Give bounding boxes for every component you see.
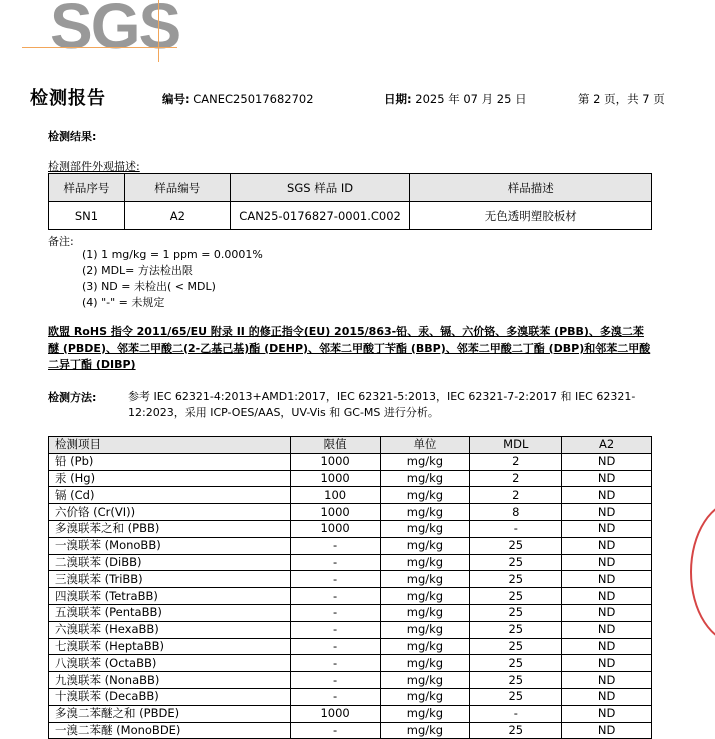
results-label: 检测结果: (48, 130, 97, 143)
test-item: 九溴联苯 (NonaBB) (49, 672, 291, 689)
unit: mg/kg (380, 520, 470, 537)
unit: mg/kg (380, 487, 470, 504)
results-table-header (49, 437, 652, 454)
limit: 1000 (290, 705, 380, 722)
sample-code: A2 (124, 202, 230, 230)
test-item: 铅 (Pb) (49, 453, 291, 470)
mdl: 25 (470, 621, 562, 638)
unit: mg/kg (380, 688, 470, 705)
result: ND (562, 688, 652, 705)
limit: - (290, 604, 380, 621)
method-text: 参考 IEC 62321-4:2013+AMD1:2017，IEC 62321-5:2013，IEC 62321-7-2:2017 和 IEC 62321-12:2023，采用 ICP-OES/AAS，UV-Vis 和 GC-MS 进行分析。 (128, 390, 636, 419)
note-item: (3) ND = 未检出( < MDL) (82, 280, 216, 293)
limit: - (290, 554, 380, 571)
table-row (49, 520, 652, 537)
table-row (49, 588, 652, 605)
result: ND (562, 520, 652, 537)
table-row (49, 621, 652, 638)
results-table-body (49, 453, 652, 739)
table-row (49, 537, 652, 554)
test-item: 一溴二苯醚 (MonoBDE) (49, 722, 291, 739)
sample-description: 无色透明塑胶板材 (410, 202, 652, 230)
unit: mg/kg (380, 470, 470, 487)
sample-no: SN1 (49, 202, 125, 230)
limit: - (290, 688, 380, 705)
note-item: (2) MDL= 方法检出限 (82, 264, 193, 277)
unit: mg/kg (380, 537, 470, 554)
result: ND (562, 588, 652, 605)
limit: - (290, 638, 380, 655)
unit: mg/kg (380, 638, 470, 655)
limit: 1000 (290, 470, 380, 487)
unit: mg/kg (380, 504, 470, 521)
mdl: - (470, 705, 562, 722)
limit: - (290, 672, 380, 689)
test-item: 四溴联苯 (TetraBB) (49, 588, 291, 605)
sample-table (48, 173, 652, 230)
mdl: 2 (470, 470, 562, 487)
mdl: 25 (470, 655, 562, 672)
result: ND (562, 453, 652, 470)
note-item: (1) 1 mg/kg = 1 ppm = 0.0001% (82, 248, 263, 261)
mdl: 25 (470, 722, 562, 739)
result: ND (562, 722, 652, 739)
red-seal-stamp (690, 500, 715, 644)
logo-accent-line-vertical (158, 0, 159, 62)
mdl: - (470, 520, 562, 537)
test-item: 多溴二苯醚之和 (PBDE) (49, 705, 291, 722)
mdl: 25 (470, 638, 562, 655)
mdl: 25 (470, 688, 562, 705)
result: ND (562, 705, 652, 722)
note-item: (4) "-" = 未规定 (82, 296, 165, 309)
mdl: 8 (470, 504, 562, 521)
result: ND (562, 604, 652, 621)
column-header: 限值 (290, 437, 380, 454)
unit: mg/kg (380, 655, 470, 672)
limit: 1000 (290, 504, 380, 521)
report-date-value: 2025 年 07 月 25 日 (415, 92, 527, 106)
table-row (49, 470, 652, 487)
test-item: 镉 (Cd) (49, 487, 291, 504)
test-item: 一溴联苯 (MonoBB) (49, 537, 291, 554)
column-header: SGS 样品 ID (230, 174, 410, 202)
result: ND (562, 571, 652, 588)
test-item: 八溴联苯 (OctaBB) (49, 655, 291, 672)
unit: mg/kg (380, 705, 470, 722)
test-item: 六溴联苯 (HexaBB) (49, 621, 291, 638)
test-item: 七溴联苯 (HeptaBB) (49, 638, 291, 655)
table-row (49, 638, 652, 655)
report-number-label: 编号: (162, 92, 190, 106)
result: ND (562, 470, 652, 487)
limit: 100 (290, 487, 380, 504)
table-row (49, 705, 652, 722)
regulation-title: 欧盟 RoHS 指令 2011/65/EU 附录 II 的修正指令(EU) 2015/863-铅、汞、镉、六价铬、多溴联苯 (PBB)、多溴二苯醚 (PBDE)、邻苯二甲酸二(2-乙基己基)酯 (DEHP)、邻苯二甲酸丁苄酯 (BBP)、邻苯二甲酸二丁酯 (DBP)和邻苯二甲酸二异丁酯 (DIBP) (48, 325, 651, 371)
result: ND (562, 638, 652, 655)
limit: - (290, 621, 380, 638)
table-row (49, 554, 652, 571)
column-header: A2 (562, 437, 652, 454)
report-date (384, 91, 527, 107)
table-row (49, 722, 652, 739)
logo-accent-line (22, 47, 177, 48)
test-item: 三溴联苯 (TriBB) (49, 571, 291, 588)
result: ND (562, 554, 652, 571)
report-number-value: CANEC25017682702 (193, 92, 314, 106)
mdl: 25 (470, 571, 562, 588)
result: ND (562, 655, 652, 672)
limit: - (290, 588, 380, 605)
column-header: 单位 (380, 437, 470, 454)
unit: mg/kg (380, 453, 470, 470)
mdl: 25 (470, 588, 562, 605)
table-row (49, 655, 652, 672)
column-header: 样品描述 (410, 174, 652, 202)
table-row (49, 504, 652, 521)
results-table (48, 436, 652, 739)
mdl: 2 (470, 487, 562, 504)
sgs-logo: SGS (50, 0, 180, 62)
test-item: 五溴联苯 (PentaBB) (49, 604, 291, 621)
test-item: 六价铬 (Cr(VI)) (49, 504, 291, 521)
limit: - (290, 722, 380, 739)
mdl: 25 (470, 554, 562, 571)
notes-list (82, 247, 263, 311)
sample-table-header (49, 174, 652, 202)
report-title: 检测报告 (30, 88, 106, 109)
report-number (162, 91, 314, 107)
table-row (49, 453, 652, 470)
result: ND (562, 537, 652, 554)
test-item: 十溴联苯 (DecaBB) (49, 688, 291, 705)
column-header: MDL (470, 437, 562, 454)
unit: mg/kg (380, 604, 470, 621)
table-row (49, 202, 652, 230)
table-row (49, 688, 652, 705)
table-row (49, 571, 652, 588)
column-header: 样品序号 (49, 174, 125, 202)
notes-label: 备注: (48, 235, 74, 248)
mdl: 2 (470, 453, 562, 470)
mdl: 25 (470, 672, 562, 689)
unit: mg/kg (380, 571, 470, 588)
unit: mg/kg (380, 722, 470, 739)
test-item: 多溴联苯之和 (PBB) (49, 520, 291, 537)
method-label: 检测方法: (48, 391, 97, 404)
limit: 1000 (290, 453, 380, 470)
column-header: 样品编号 (124, 174, 230, 202)
result: ND (562, 672, 652, 689)
limit: - (290, 655, 380, 672)
test-item: 二溴联苯 (DiBB) (49, 554, 291, 571)
test-item: 汞 (Hg) (49, 470, 291, 487)
column-header: 检测项目 (49, 437, 291, 454)
limit: - (290, 571, 380, 588)
unit: mg/kg (380, 621, 470, 638)
appearance-label: 检测部件外观描述: (48, 160, 140, 173)
limit: 1000 (290, 520, 380, 537)
unit: mg/kg (380, 672, 470, 689)
limit: - (290, 537, 380, 554)
unit: mg/kg (380, 554, 470, 571)
result: ND (562, 504, 652, 521)
result: ND (562, 487, 652, 504)
unit: mg/kg (380, 588, 470, 605)
report-date-label: 日期: (384, 92, 412, 106)
table-row (49, 672, 652, 689)
result: ND (562, 621, 652, 638)
page-indicator: 第 2 页，共 7 页 (578, 92, 665, 106)
mdl: 25 (470, 604, 562, 621)
table-row (49, 604, 652, 621)
mdl: 25 (470, 537, 562, 554)
table-row (49, 487, 652, 504)
sgs-sample-id: CAN25-0176827-0001.C002 (230, 202, 410, 230)
